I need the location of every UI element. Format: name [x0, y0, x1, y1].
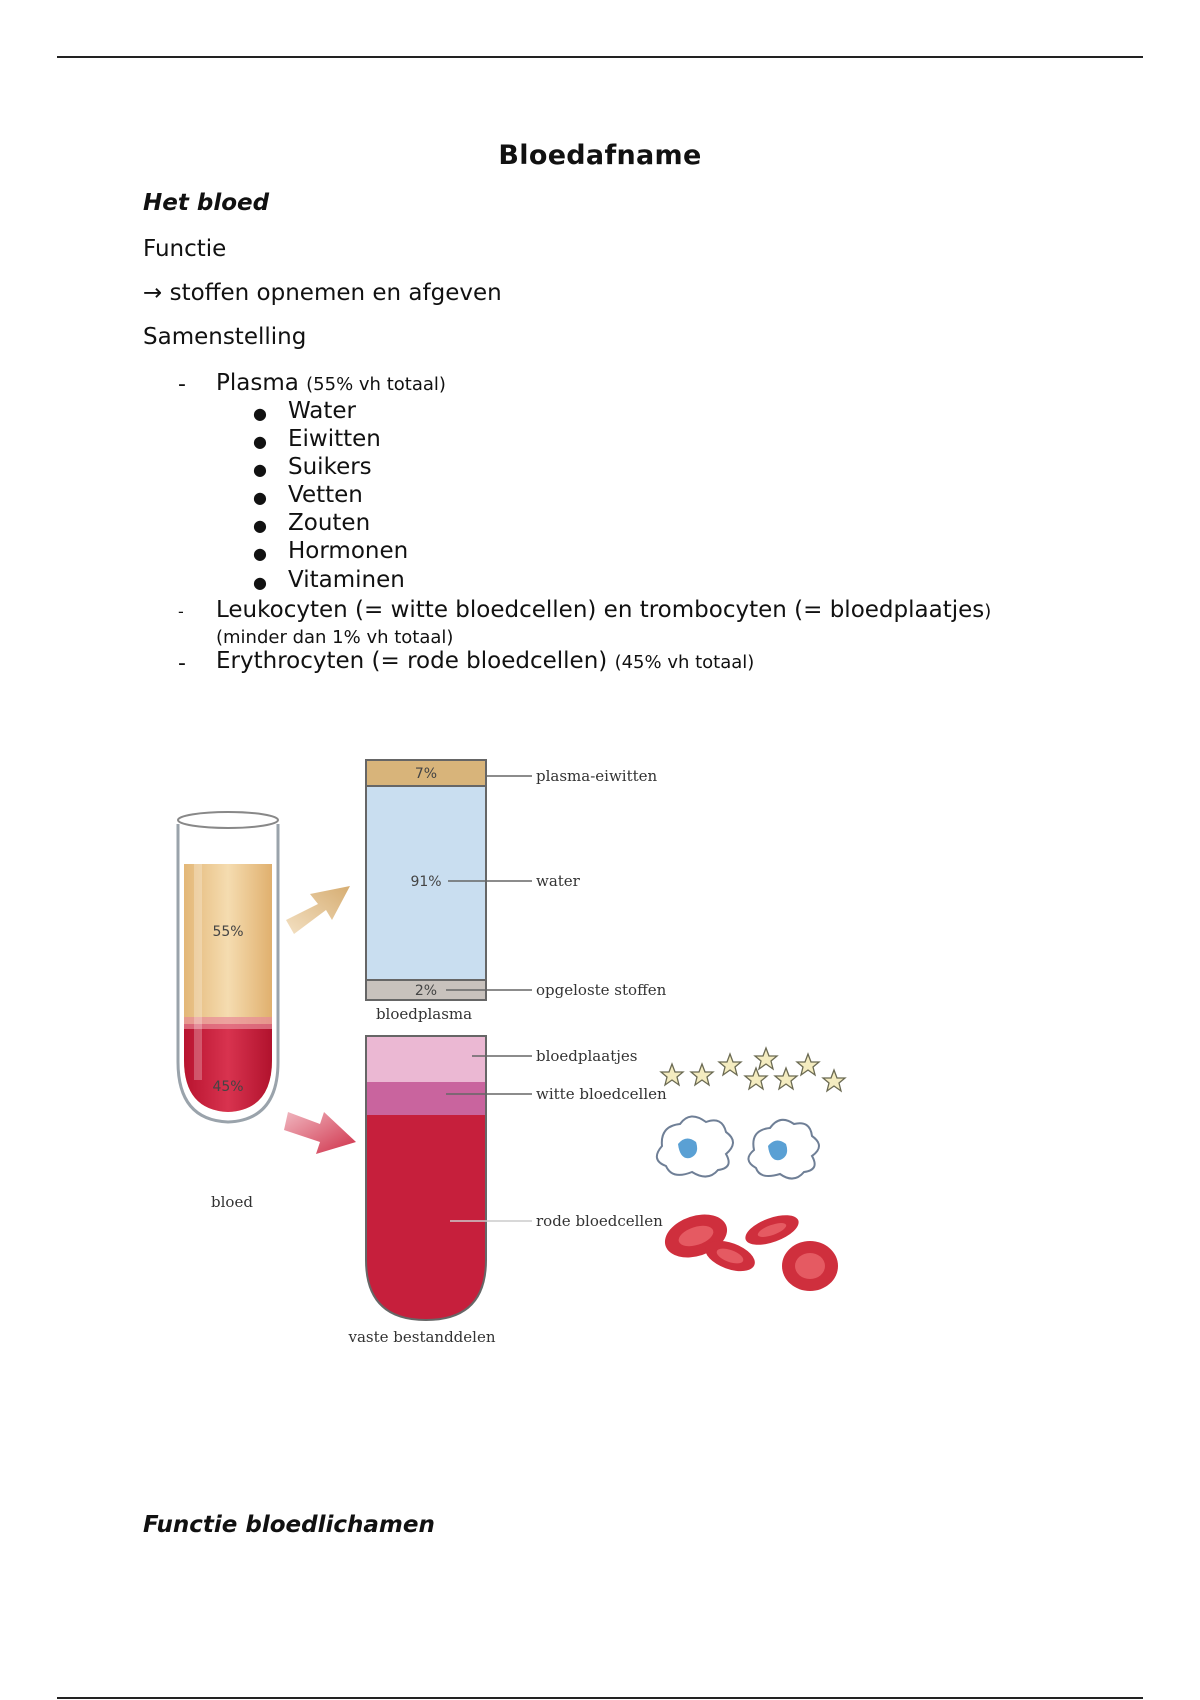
- bullet-icon: ●: [253, 460, 267, 479]
- tube-label: bloed: [211, 1193, 253, 1211]
- sublist-item: Water: [288, 398, 356, 424]
- list-item-label: Leukocyten (= witte bloedcellen) en trombocyten (= bloedplaatjes: [216, 597, 985, 623]
- page-title: Bloedafname: [498, 140, 702, 171]
- functie-text: → stoffen opnemen en afgeven: [143, 280, 502, 306]
- list-item-label: Plasma: [216, 370, 299, 396]
- list-dash: -: [178, 651, 186, 676]
- top-rule: [57, 56, 1143, 58]
- list-item-label-end: ): [984, 601, 992, 622]
- list-item-plasma: [216, 370, 446, 396]
- arrow-to-plasma-icon: [286, 886, 350, 934]
- white-blood-cells-icon: [657, 1116, 819, 1178]
- list-item-erythrocyten: [216, 648, 754, 674]
- plasma-dissolved-pct: 2%: [414, 983, 438, 999]
- bottom-rule: [57, 1697, 1143, 1699]
- list-dash: -: [178, 372, 186, 397]
- functie-label: Functie: [143, 236, 227, 262]
- red-blood-cells-icon: [659, 1207, 838, 1291]
- wbc-label: witte bloedcellen: [536, 1085, 667, 1103]
- list-item-note: (minder dan 1% vh totaal): [216, 627, 454, 648]
- plasma-column: [366, 760, 667, 1023]
- rbc-label: rode bloedcellen: [536, 1212, 663, 1230]
- sublist-item: Zouten: [288, 510, 371, 536]
- samenstelling-label: Samenstelling: [143, 324, 307, 350]
- sublist-item: Vetten: [288, 482, 363, 508]
- bullet-icon: ●: [253, 432, 267, 451]
- plasma-proteins-label: plasma-eiwitten: [536, 767, 658, 785]
- sublist-item: Vitaminen: [288, 567, 405, 593]
- list-item-note: (45% vh totaal): [614, 652, 755, 673]
- solids-column: [347, 1036, 667, 1346]
- plasma-proteins-pct: 7%: [414, 766, 438, 782]
- plasma-water-pct: 91%: [410, 874, 442, 890]
- blood-composition-figure: [160, 740, 860, 1360]
- blood-diagram: [160, 740, 860, 1360]
- platelets-label: bloedplaatjes: [536, 1047, 638, 1065]
- list-item-note: (55% vh totaal): [306, 374, 446, 395]
- list-item-leukocyten: [216, 597, 991, 623]
- sublist-item: Hormonen: [288, 538, 409, 564]
- arrow-to-solids-icon: [284, 1112, 356, 1154]
- plasma-caption: bloedplasma: [375, 1005, 473, 1023]
- solids-caption: vaste bestanddelen: [348, 1328, 496, 1346]
- test-tube: [178, 812, 278, 1211]
- list-item-label: Erythrocyten (= rode bloedcellen): [216, 648, 608, 674]
- bullet-icon: ●: [253, 404, 267, 423]
- sublist-item: Eiwitten: [288, 426, 381, 452]
- bullet-icon: ●: [253, 544, 267, 563]
- plasma-dissolved-label: opgeloste stoffen: [536, 981, 667, 999]
- tube-blood-pct: 45%: [212, 1079, 244, 1095]
- section-heading-het-bloed: Het bloed: [143, 190, 270, 216]
- tube-plasma-pct: 55%: [212, 924, 244, 940]
- plasma-water-label: water: [536, 872, 580, 890]
- sublist-item: Suikers: [288, 454, 372, 480]
- bullet-icon: ●: [253, 516, 267, 535]
- section-heading-functie-bloedlichamen: Functie bloedlichamen: [143, 1512, 435, 1538]
- bullet-icon: ●: [253, 488, 267, 507]
- list-dash: -: [178, 602, 184, 621]
- bullet-icon: ●: [253, 573, 267, 592]
- platelets-icon: [661, 1048, 845, 1091]
